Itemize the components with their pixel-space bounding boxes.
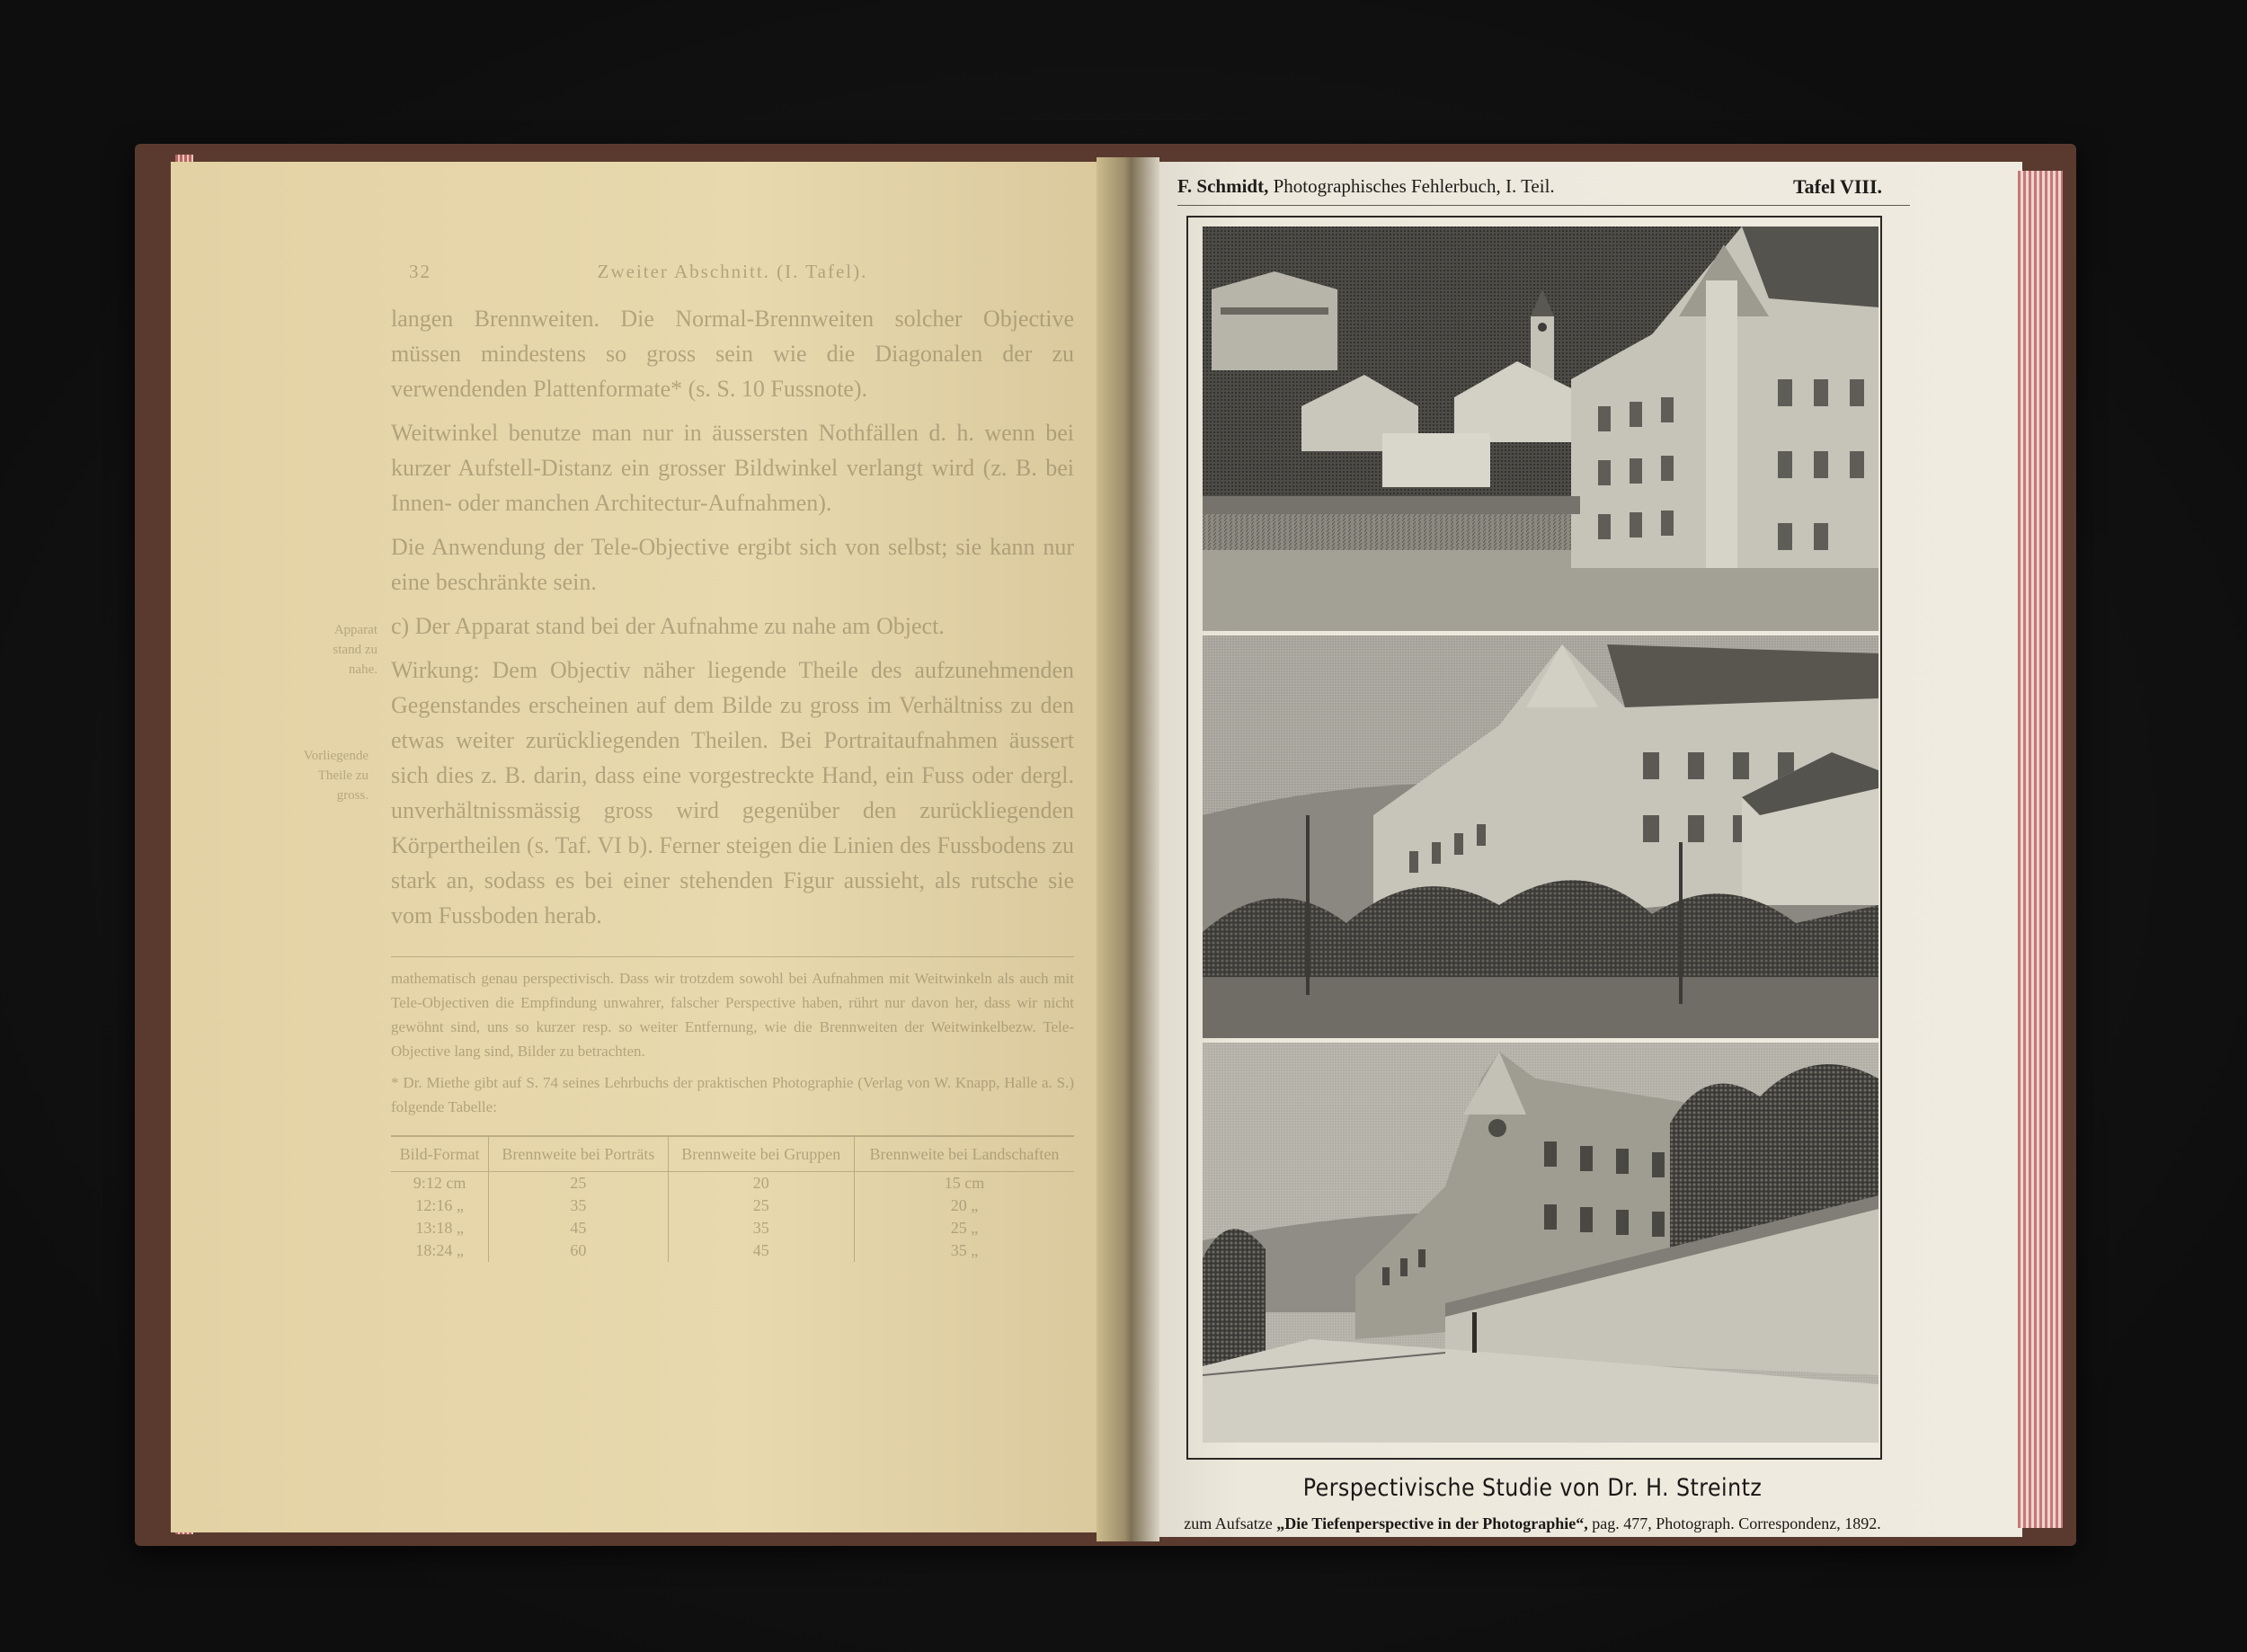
table-cell: 13:18 „	[415, 1219, 464, 1237]
table-cell: 25	[668, 1195, 854, 1217]
left-paragraph-5: Wirkung: Dem Objectiv näher liegende Theile des aufzunehmenden Gegenstandes erscheinen auf dem Bilde zu gross im Verhältniss zu den etwas weiter zurückliegenden Theilen. Bei Portraitaufnahmen äussert sich dies z. B. darin, dass eine vorgestreckte Hand, ein Fuss oder dergl. unverhältnissmässig gross wird gegenüber den zurückliegenden Körpertheilen (s. Taf. VI b). Ferner steigen die Linien des Fussbodens zu stark an, sodass es bei einer stehenden Figur aussieht, als rutsche sie vom Fussboden herab.	[391, 657, 1074, 928]
focal-length-table	[391, 1135, 1074, 1262]
left-running-head-title: Zweiter Abschnitt. (I. Tafel).	[597, 261, 868, 282]
table-row	[391, 1172, 1074, 1195]
photo-building-trees	[1203, 635, 1878, 1038]
right-page-edges	[2018, 171, 2063, 1528]
book-gutter	[1097, 157, 1159, 1541]
table-cell: 25	[489, 1172, 668, 1195]
left-paragraph-2: Weitwinkel benutze man nur in äussersten Nothfällen d. h. wenn bei kurzer Aufstell-Distanz ein grosser Bildwinkel verlangt wird (z. B. bei Innen- oder manchen Architectur-Aufnahmen).	[391, 420, 1074, 516]
subcaption-prefix: zum Aufsatze	[1184, 1514, 1273, 1532]
running-head-title: Photographisches Fehlerbuch, I. Teil.	[1273, 175, 1555, 197]
photo-town-view	[1203, 226, 1878, 631]
table-cell: 35	[668, 1217, 854, 1239]
margin-note-2: Vorliegende Theile zu gross.	[303, 749, 369, 803]
subcaption-title: „Die Tiefenperspective in der Photographie“,	[1276, 1514, 1588, 1532]
table-header: Brennweite bei Gruppen	[668, 1136, 854, 1172]
table-cell: 20	[668, 1172, 854, 1195]
table-row	[391, 1195, 1074, 1217]
left-paragraph-1: langen Brennweiten. Die Normal-Brennweiten solcher Objective müssen mindestens so gross sein wie die Diagonalen der zu verwendenden Plattenformate* (s. S. 10 Fussnote).	[391, 306, 1074, 402]
table-cell: 35 „	[854, 1239, 1074, 1262]
table-cell: 45	[489, 1217, 668, 1239]
table-cell: 60	[489, 1239, 668, 1262]
table-row	[391, 1239, 1074, 1262]
running-head-author: F. Schmidt,	[1177, 175, 1269, 197]
plate-running-head	[1177, 175, 1896, 198]
table-header: Brennweite bei Landschaften	[854, 1136, 1074, 1172]
left-footnote-1: mathematisch genau perspectivisch. Dass wir trotzdem sowohl bei Aufnahmen mit Weitwinkeln als auch mit Tele-Objectiven die Empfindung unwahrer, falscher Perspective haben, rührt nur davon her, dass wir nicht gewöhnt sind, uns so kurzer resp. so weiter Entfernung, wie die Brennweiten der Weitwinkelbezw. Tele-Objective lang sind, Bilder zu betrachten.	[391, 956, 1074, 1063]
table-cell: 15 cm	[854, 1172, 1074, 1195]
table-cell: 18:24 „	[415, 1241, 464, 1259]
plate-number: Tafel VIII.	[1793, 175, 1883, 198]
table-cell: 12:16 „	[415, 1196, 464, 1214]
plate-caption: Perspectivische Studie von Dr. H. Streintz	[1302, 1474, 1763, 1502]
subcaption-suffix: pag. 477, Photograph. Correspondenz, 1892.	[1592, 1514, 1881, 1532]
table-cell: 20 „	[854, 1195, 1074, 1217]
photo-street-wall	[1203, 1043, 1878, 1443]
table-header: Brennweite bei Porträts	[489, 1136, 668, 1172]
table-cell: 35	[489, 1195, 668, 1217]
table-cell: 45	[668, 1239, 854, 1262]
table-cell: 9:12 cm	[413, 1174, 466, 1192]
left-paragraph-4: c) Der Apparat stand bei der Aufnahme zu nahe am Object.	[391, 613, 945, 639]
left-page-text	[391, 261, 1074, 1262]
table-header: Bild-Format	[391, 1136, 489, 1172]
left-paragraph-3: Die Anwendung der Tele-Objective ergibt sich von selbst; sie kann nur eine beschränkte sein.	[391, 534, 1074, 595]
left-page-number: 32	[409, 261, 431, 282]
margin-note-1: Apparat stand zu nahe.	[333, 623, 377, 677]
table-row	[391, 1217, 1074, 1239]
table-cell: 25 „	[854, 1217, 1074, 1239]
header-rule	[1177, 205, 1910, 206]
plate-subcaption	[1132, 1514, 1932, 1533]
left-running-head	[391, 261, 1074, 283]
left-footnote-2: * Dr. Miethe gibt auf S. 74 seines Lehrbuchs der praktischen Photographie (Verlag von W. Knapp, Halle a. S.) folgende Tabelle:	[391, 1074, 1074, 1115]
